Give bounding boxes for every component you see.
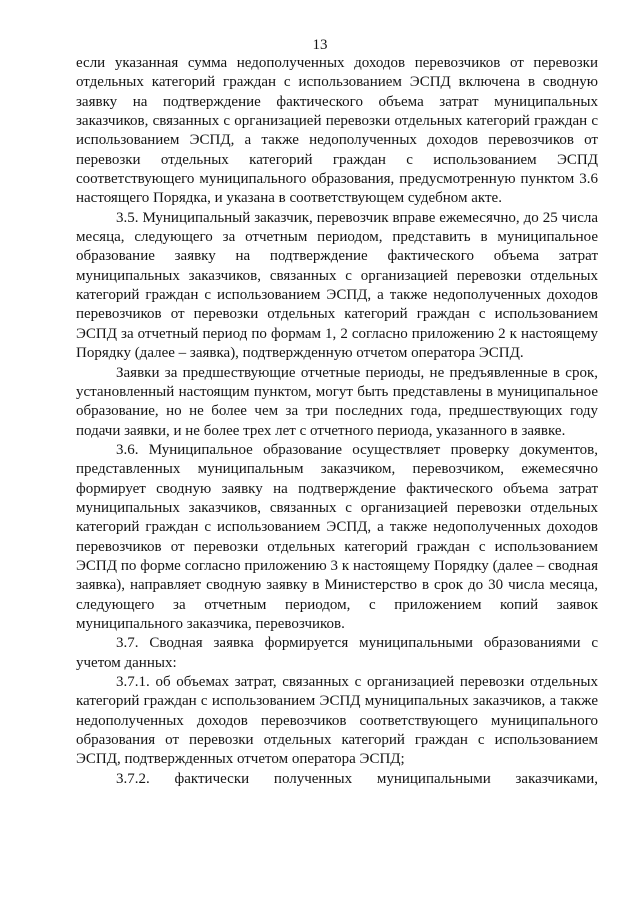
paragraph-3-5: 3.5. Муниципальный заказчик, перевозчик вправе ежемесячно, до 25 числа месяца, следующего за отчетным периодом, представить в муниципальное образование заявку на подтверждение фактического объема затрат муниципальных заказчиков, связанных с организацией перевозки отдельных категорий граждан с использованием ЭСПД, а также недополученных доходов перевозчиков от перевозки отдельных категорий граждан с использованием ЭСПД за отчетный период по формам 1, 2 согласно приложению 2 к настоящему Порядку (далее – заявка), подтвержденную отчетом оператора ЭСПД. [76,209,598,362]
document-body [76,54,598,789]
paragraph-3-7-2: 3.7.2. фактически полученных муниципальными заказчиками, [116,770,598,787]
paragraph-3-7: 3.7. Сводная заявка формируется муниципальными образованиями с учетом данных: [76,635,598,671]
page-number: 13 [312,37,328,53]
paragraph-3-7-1: 3.7.1. об объемах затрат, связанных с организацией перевозки отдельных категорий граждан с использованием ЭСПД муниципальных заказчиков, а также недополученных доходов перевозчиков соответствующего муниципального образования от перевозки отдельных категорий граждан с использованием ЭСПД, подтвержденных отчетом оператора ЭСПД; [76,674,598,768]
paragraph-3-6: 3.6. Муниципальное образование осуществляет проверку документов, представленных муниципальным заказчиком, перевозчиком, ежемесячно формирует сводную заявку на подтверждение фактического объема затрат муниципальных заказчиков, связанных с организацией перевозки отдельных категорий граждан с использованием ЭСПД, а также недополученных доходов перевозчиков от перевозки отдельных категорий граждан с использованием ЭСПД по форме согласно приложению 3 к настоящему Порядку (далее – сводная заявка), направляет сводную заявку в Министерство в срок до 30 числа месяца, следующего за отчетным периодом, с приложением копий заявок муниципального заказчика, перевозчиков. [76,441,598,632]
paragraph-continuation: если указанная сумма недополученных доходов перевозчиков от перевозки отдельных категорий граждан с использованием ЭСПД включена в сводную заявку на подтверждение фактического объема затрат муниципальных заказчиков, связанных с организацией перевозки отдельных категорий граждан с использованием ЭСПД, а также недополученных доходов перевозчиков от перевозки отдельных категорий граждан с использованием ЭСПД соответствующего муниципального образования, предусмотренную пунктом 3.6 настоящего Порядка, и указана в соответствующем судебном акте. [76,55,598,207]
paragraph-late-applications: Заявки за предшествующие отчетные периоды, не предъявленные в срок, установленный настоящим пунктом, могут быть представлены в муниципальное образование, но не более чем за три последних года, предшествующих году подачи заявки, и не более трех лет с отчетного периода, указанного в заявке. [76,364,598,439]
